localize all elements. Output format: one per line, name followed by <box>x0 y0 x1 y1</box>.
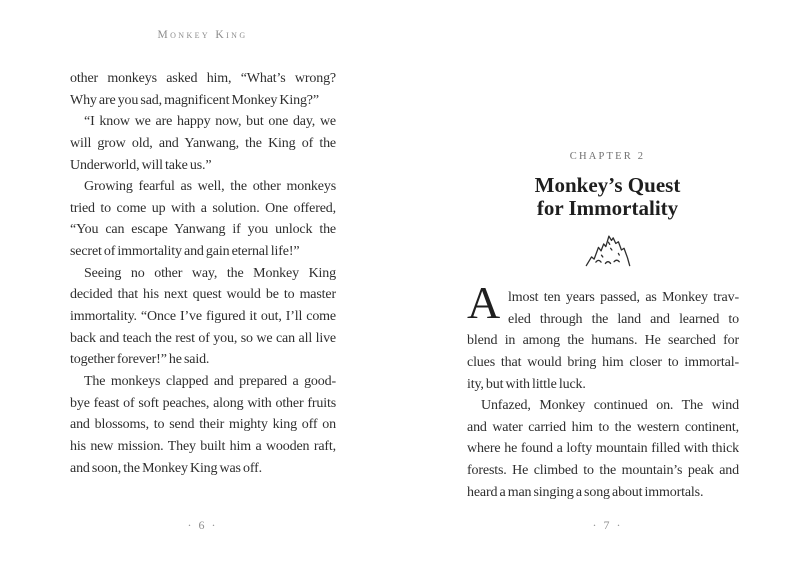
chapter-ornament <box>405 228 810 277</box>
text-line: and water carried him to the western continent, <box>467 419 739 435</box>
paragraph <box>70 176 336 263</box>
text-line: heard a man singing a song about immortals. <box>467 484 704 500</box>
text-line: other monkeys asked him, “What’s wrong? <box>70 71 336 86</box>
paragraph <box>70 371 336 479</box>
right-page-body-text <box>467 277 739 503</box>
chapter-title <box>405 174 810 219</box>
page-number-right: · 7 · <box>592 518 623 532</box>
page-number-left: · 6 · <box>187 518 218 532</box>
text-line: and soon, the Monkey King was off. <box>70 460 262 476</box>
text-line: back and teach the rest of you, so we can all live <box>70 330 336 346</box>
text-line: Why are you sad, magnificent Monkey King?” <box>70 92 319 108</box>
text-line: eled through the land and learned to <box>508 311 739 327</box>
running-header: Monkey King <box>157 29 248 41</box>
paragraph <box>70 111 336 176</box>
text-line: lmost ten years passed, as Monkey trav- <box>508 290 739 305</box>
text-line: clues that would bring him closer to immortal- <box>467 354 739 370</box>
text-line: blend in among the humans. He searched for <box>467 333 739 349</box>
paragraph <box>70 263 336 371</box>
text-line: secret of immortality and gain eternal life!” <box>70 244 300 260</box>
text-line: where he found a lofty mountain filled with thick <box>467 441 739 457</box>
text-line: Unfazed, Monkey continued on. The wind <box>481 398 739 414</box>
text-line: and blossoms, to send their mighty king off on <box>70 417 336 433</box>
text-line: “I know we are happy now, but one day, we <box>84 114 336 130</box>
text-line: together forever!” he said. <box>70 352 210 368</box>
text-line: tried to come up with a solution. One offered, <box>70 200 336 216</box>
left-page-body-text <box>70 68 336 479</box>
text-line: decided that his next quest would be to master <box>70 287 336 303</box>
text-line: bye feast of soft peaches, along with other fruits <box>70 395 336 411</box>
chapter-title-line-2: for Immortality <box>536 195 679 220</box>
page-right <box>405 0 810 565</box>
paragraph <box>70 68 336 111</box>
text-line: Underworld, will take us.” <box>70 157 212 173</box>
text-line: will grow old, and Yanwang, the King of the <box>70 135 336 151</box>
text-line: forests. He climbed to the mountain’s peak and <box>467 463 739 479</box>
mountain-icon <box>582 228 634 272</box>
drop-cap: A <box>467 277 501 328</box>
chapter-title-line-1: Monkey’s Quest <box>534 173 681 197</box>
paragraph <box>467 395 739 503</box>
text-line: ity, but with little luck. <box>467 376 586 392</box>
text-line: “You can escape Yanwang if you unlock the <box>70 222 336 238</box>
paragraph <box>467 277 739 395</box>
text-line: The monkeys clapped and prepared a good- <box>84 373 336 389</box>
text-line: immortality. “Once I’ve figured it out, I’ll come <box>70 309 336 325</box>
text-line: Seeing no other way, the Monkey King <box>84 265 336 281</box>
text-line: Growing fearful as well, the other monkeys <box>84 179 336 195</box>
text-line: his new mission. They built him a wooden raft, <box>70 438 336 454</box>
chapter-label: CHAPTER 2 <box>569 151 646 162</box>
